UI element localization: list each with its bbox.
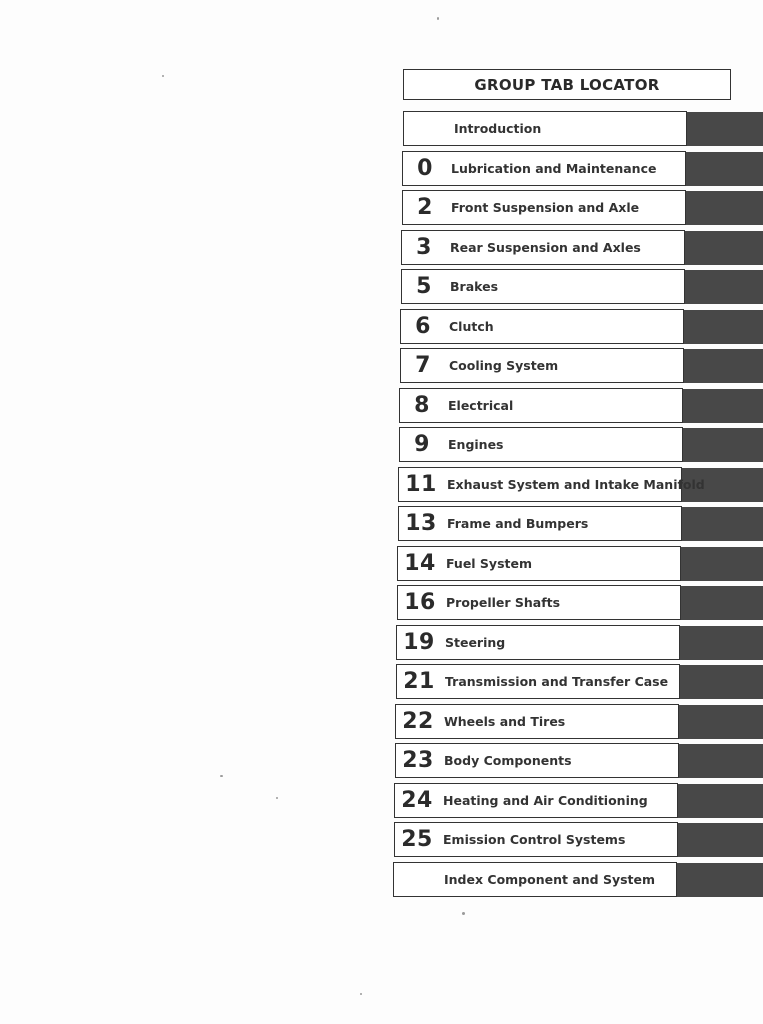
tab-edge-strip xyxy=(678,665,763,699)
group-number: 22 xyxy=(402,709,434,734)
page-title: GROUP TAB LOCATOR xyxy=(474,75,660,94)
group-tab[interactable] xyxy=(398,467,705,502)
group-label: Frame and Bumpers xyxy=(447,516,589,531)
group-number: 25 xyxy=(401,827,433,852)
group-label: Rear Suspension and Axles xyxy=(450,240,641,255)
group-label: Body Components xyxy=(444,753,572,768)
group-tab[interactable] xyxy=(402,190,686,225)
tab-edge-strip xyxy=(677,744,763,778)
group-number: 24 xyxy=(401,788,433,813)
group-tab[interactable] xyxy=(399,388,683,423)
group-number: 0 xyxy=(417,156,433,181)
group-tab[interactable] xyxy=(395,704,679,739)
group-label: Brakes xyxy=(450,279,499,294)
group-number: 8 xyxy=(414,393,430,418)
group-label: Emission Control Systems xyxy=(443,832,626,847)
group-label: Lubrication and Maintenance xyxy=(451,161,657,176)
group-tab[interactable] xyxy=(403,111,687,146)
group-tab[interactable] xyxy=(396,625,680,660)
group-label: Index Component and System xyxy=(444,872,656,887)
tab-edge-strip xyxy=(678,626,763,660)
group-tab[interactable] xyxy=(394,822,678,857)
group-number: 5 xyxy=(416,274,432,299)
group-number: 6 xyxy=(415,314,431,339)
group-number: 13 xyxy=(405,511,437,536)
group-label: Heating and Air Conditioning xyxy=(443,793,648,808)
group-number: 23 xyxy=(402,748,434,773)
group-number: 19 xyxy=(403,630,435,655)
group-number: 14 xyxy=(404,551,436,576)
group-label: Fuel System xyxy=(446,556,532,571)
tab-edge-strip xyxy=(680,507,763,541)
group-number: 16 xyxy=(404,590,436,615)
group-tab[interactable] xyxy=(401,230,685,265)
group-label: Wheels and Tires xyxy=(444,714,566,729)
group-number: 2 xyxy=(417,195,433,220)
group-label: Transmission and Transfer Case xyxy=(445,674,669,689)
group-label: Front Suspension and Axle xyxy=(451,200,640,215)
group-tab[interactable] xyxy=(397,585,681,620)
tab-edge-strip xyxy=(682,349,763,383)
group-tab[interactable] xyxy=(402,151,686,186)
group-label: Steering xyxy=(445,635,506,650)
group-number: 21 xyxy=(403,669,435,694)
group-number: 3 xyxy=(416,235,432,260)
tab-edge-strip xyxy=(676,823,763,857)
group-tab[interactable] xyxy=(399,427,683,462)
tab-edge-strip xyxy=(681,389,763,423)
tab-edge-strip xyxy=(679,547,763,581)
group-label: Propeller Shafts xyxy=(446,595,561,610)
group-tab[interactable] xyxy=(393,862,677,897)
group-label: Cooling System xyxy=(449,358,559,373)
group-number: 7 xyxy=(415,353,431,378)
tab-edge-strip xyxy=(679,586,763,620)
tab-edge-strip xyxy=(677,705,763,739)
tab-edge-strip xyxy=(683,270,763,304)
tab-edge-strip xyxy=(684,152,763,186)
group-tab[interactable] xyxy=(400,348,684,383)
group-label: Electrical xyxy=(448,398,514,413)
group-label: Clutch xyxy=(449,319,494,334)
tab-edge-strip xyxy=(681,428,763,462)
group-label: Engines xyxy=(448,437,504,452)
tab-edge-strip xyxy=(676,784,763,818)
tab-edge-strip xyxy=(685,112,763,146)
tab-edge-strip xyxy=(683,231,763,265)
group-tab[interactable] xyxy=(394,783,678,818)
tab-edge-strip xyxy=(684,191,763,225)
group-tab[interactable] xyxy=(396,664,680,699)
group-label: Exhaust System and Intake Manifold xyxy=(447,477,705,492)
tab-edge-strip xyxy=(682,310,763,344)
group-label: Introduction xyxy=(454,121,542,136)
group-tab[interactable] xyxy=(397,546,681,581)
group-number: 9 xyxy=(414,432,430,457)
group-tab[interactable] xyxy=(401,269,685,304)
group-number: 11 xyxy=(405,472,437,497)
group-tab[interactable] xyxy=(398,506,682,541)
group-tab[interactable] xyxy=(400,309,684,344)
group-tab[interactable] xyxy=(395,743,679,778)
tab-edge-strip xyxy=(675,863,763,897)
